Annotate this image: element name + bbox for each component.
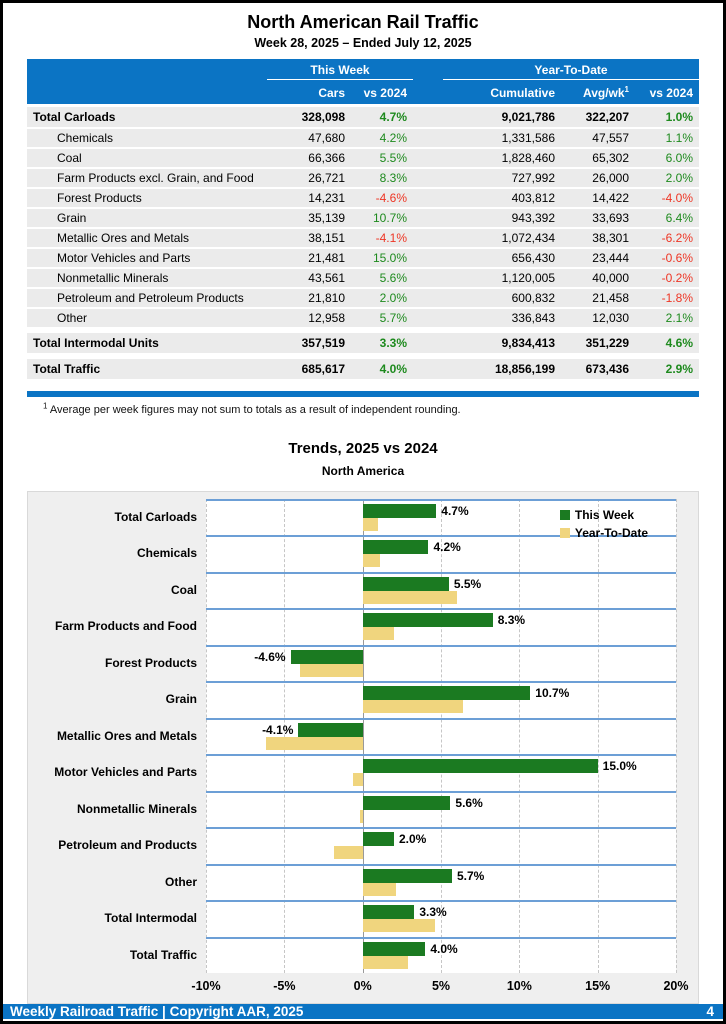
chart-bar-cell <box>206 791 676 828</box>
row-label: Nonmetallic Minerals <box>57 271 169 285</box>
cars-value: 38,151 <box>308 231 345 245</box>
group-header-year-to-date: Year-To-Date <box>443 63 699 82</box>
this-week-bar <box>363 796 451 810</box>
chart-category-row <box>28 864 676 901</box>
chart-category-row <box>28 754 676 791</box>
corner-cell <box>27 63 267 82</box>
avg-wk-value: 322,207 <box>585 110 629 124</box>
chart-bar-cell <box>206 681 676 718</box>
chart-category-label: Metallic Ores and Metals <box>56 728 197 743</box>
col-header-week-vs-2024: vs 2024 <box>363 86 407 100</box>
ytd-vs-2024-value: -6.2% <box>661 231 693 245</box>
avg-wk-value: 65,302 <box>592 151 629 165</box>
col-gap <box>413 84 443 101</box>
row-label: Metallic Ores and Metals <box>57 231 190 245</box>
ytd-vs-2024-value: -1.8% <box>661 291 693 305</box>
year-to-date-bar <box>360 810 363 823</box>
avg-wk-value: 21,458 <box>592 291 629 305</box>
x-axis-tick-label: -10% <box>191 979 221 993</box>
bar-value-label: 10.7% <box>535 686 570 700</box>
cumulative-value: 336,843 <box>511 311 555 325</box>
bar-value-label: 5.6% <box>455 795 483 810</box>
legend-item <box>560 506 648 524</box>
this-week-bar <box>363 905 415 919</box>
week-vs-2024-value: 10.7% <box>372 211 407 225</box>
row-label: Motor Vehicles and Parts <box>57 251 191 265</box>
chart-bar-cell <box>206 864 676 901</box>
bar-value-label: -4.6% <box>254 649 286 664</box>
row-label: Coal <box>57 151 82 165</box>
this-week-bar <box>363 942 426 956</box>
chart-legend <box>560 506 648 542</box>
bar-value-label: 3.3% <box>419 905 447 919</box>
row-label: Forest Products <box>57 191 142 205</box>
cars-value: 685,617 <box>301 362 345 376</box>
chart-subtitle: North America <box>321 463 405 478</box>
label-col-header <box>27 84 267 101</box>
avg-wk-value: 12,030 <box>592 311 629 325</box>
table-row <box>27 289 699 307</box>
col-gap <box>413 289 443 307</box>
page-subtitle: Week 28, 2025 – Ended July 12, 2025 <box>254 36 472 50</box>
traffic-table <box>27 59 699 381</box>
row-label: Total Carloads <box>33 110 116 124</box>
chart-panel <box>27 491 699 1005</box>
bar-value-label: -4.1% <box>262 722 294 737</box>
chart-category-row <box>28 645 676 682</box>
cars-value: 357,519 <box>301 336 345 350</box>
x-axis-tick-label: 15% <box>585 979 611 993</box>
col-header-cumulative: Cumulative <box>490 86 555 100</box>
week-vs-2024-value: 5.7% <box>379 311 407 325</box>
col-gap <box>413 129 443 147</box>
bar-value-label: 4.2% <box>433 540 461 554</box>
chart-bar-cell <box>206 900 676 937</box>
year-to-date-bar <box>363 956 408 969</box>
cumulative-value: 403,812 <box>511 191 555 205</box>
report-header <box>3 3 723 50</box>
chart-titles <box>3 440 723 478</box>
year-to-date-bar <box>300 664 363 677</box>
footnote: $^1$ Average per week figures may not sum to totals as a result of independent rounding. <box>43 400 461 416</box>
avg-wk-value: 14,422 <box>592 191 629 205</box>
ytd-vs-2024-value: 1.0% <box>665 110 693 124</box>
chart-category-label: Grain <box>165 692 197 707</box>
year-to-date-bar <box>363 883 396 896</box>
week-vs-2024-value: 5.5% <box>379 151 407 165</box>
legend-label: This Week <box>574 507 634 522</box>
cars-value: 66,366 <box>308 151 345 165</box>
page-number: 4 <box>706 1004 714 1019</box>
table-row <box>27 249 699 267</box>
chart-category-label: Coal <box>170 582 197 597</box>
chart-bar-cell <box>206 754 676 791</box>
chart-x-axis <box>191 974 689 999</box>
avg-wk-value: 47,557 <box>592 131 629 145</box>
legend-item <box>560 524 648 542</box>
year-to-date-bar <box>363 919 435 932</box>
chart-bar-cell <box>206 645 676 682</box>
chart-bar-cell <box>206 572 676 609</box>
chart-category-row <box>28 937 676 974</box>
cars-value: 43,561 <box>308 271 345 285</box>
avg-wk-value: 351,229 <box>585 336 629 350</box>
row-label: Grain <box>57 211 87 225</box>
week-vs-2024-value: 2.0% <box>379 291 407 305</box>
trends-chart-section <box>3 416 723 1005</box>
chart-category-label: Other <box>164 874 197 889</box>
col-gap <box>413 107 443 127</box>
x-axis-tick-label: -5% <box>273 979 296 993</box>
chart-category-label: Chemicals <box>136 546 197 561</box>
week-vs-2024-value: 3.3% <box>379 336 407 350</box>
chart-category-label: Forest Products <box>104 655 197 670</box>
table-row <box>27 209 699 227</box>
week-vs-2024-value: 15.0% <box>372 251 407 265</box>
legend-swatch-icon <box>560 528 570 538</box>
table-row <box>27 129 699 147</box>
row-label: Chemicals <box>57 131 114 145</box>
bar-value-label: 2.0% <box>399 832 427 846</box>
cumulative-value: 727,992 <box>511 171 555 185</box>
row-label: Petroleum and Petroleum Products <box>57 291 244 305</box>
col-gap <box>413 209 443 227</box>
cars-value: 21,481 <box>308 251 345 265</box>
chart-category-label: Motor Vehicles and Parts <box>54 765 197 780</box>
table-row <box>27 333 699 353</box>
cars-value: 12,958 <box>308 311 345 325</box>
cumulative-value: 1,072,434 <box>501 231 555 245</box>
year-to-date-bar <box>363 591 457 604</box>
bar-value-label: 8.3% <box>497 613 526 627</box>
bar-value-label: 4.0% <box>430 941 458 956</box>
table-group-header-row <box>27 63 699 82</box>
cars-value: 26,721 <box>308 171 345 185</box>
avg-wk-value: 38,301 <box>592 231 629 245</box>
chart-category-row <box>28 791 676 828</box>
year-to-date-bar <box>363 554 380 567</box>
x-axis-tick-label: 0% <box>353 979 372 993</box>
cumulative-value: 18,856,199 <box>494 362 555 376</box>
week-vs-2024-value: 4.0% <box>379 362 407 376</box>
table-header <box>27 59 699 104</box>
week-vs-2024-value: 5.6% <box>379 271 407 285</box>
row-label: Total Intermodal Units <box>33 336 159 350</box>
table-row <box>27 359 699 379</box>
table-column-header-row <box>27 84 699 101</box>
legend-swatch-icon <box>560 510 570 520</box>
cumulative-value: 1,331,586 <box>501 131 555 145</box>
col-gap <box>413 229 443 247</box>
this-week-bar <box>363 686 531 700</box>
cars-value: 35,139 <box>308 211 345 225</box>
this-week-bar <box>363 832 394 846</box>
ytd-vs-2024-value: 4.6% <box>665 336 693 350</box>
cars-value: 328,098 <box>301 110 345 124</box>
chart-category-row <box>28 718 676 755</box>
this-week-bar <box>363 869 452 883</box>
chart-category-row <box>28 608 676 645</box>
col-gap <box>413 149 443 167</box>
gridline <box>676 499 677 974</box>
row-label: Other <box>57 311 88 325</box>
year-to-date-bar <box>353 773 362 786</box>
bar-value-label: 5.5% <box>453 576 482 591</box>
avg-wk-value: 26,000 <box>592 171 629 185</box>
cumulative-value: 600,832 <box>511 291 555 305</box>
bar-value-label: 4.7% <box>441 503 469 518</box>
col-gap <box>413 309 443 327</box>
chart-bar-cell <box>206 937 676 974</box>
col-header-avg-wk: Avg/$wk^1$ <box>582 85 629 100</box>
table-row <box>27 107 699 127</box>
this-week-bar <box>363 540 429 554</box>
chart-category-label: Total Traffic <box>129 947 197 962</box>
ytd-vs-2024-value: 2.1% <box>665 311 693 325</box>
footer-text: Weekly Railroad Traffic | Copyright AAR, 2025 <box>10 1004 304 1019</box>
cumulative-value: 1,120,005 <box>501 271 555 285</box>
year-to-date-bar <box>363 518 379 531</box>
week-vs-2024-value: 4.2% <box>379 131 407 145</box>
ytd-vs-2024-value: 2.0% <box>665 171 693 185</box>
avg-wk-value: 673,436 <box>585 362 629 376</box>
avg-wk-value: 40,000 <box>592 271 629 285</box>
cars-value: 14,231 <box>308 191 345 205</box>
chart-category-row <box>28 572 676 609</box>
col-gap <box>413 189 443 207</box>
cumulative-value: 943,392 <box>511 211 555 225</box>
this-week-bar <box>291 650 363 664</box>
x-axis-tick-label: 10% <box>506 979 532 993</box>
ytd-vs-2024-value: 1.1% <box>665 131 693 145</box>
page-footer <box>3 1004 723 1019</box>
group-gap <box>413 63 443 82</box>
ytd-vs-2024-value: -0.6% <box>661 251 693 265</box>
x-axis-tick-label: 5% <box>431 979 451 993</box>
week-vs-2024-value: 8.3% <box>379 171 407 185</box>
avg-wk-value: 33,693 <box>592 211 629 225</box>
chart-plot-area <box>28 499 676 974</box>
col-header-cars: Cars <box>318 86 345 100</box>
ytd-vs-2024-value: 2.9% <box>665 362 693 376</box>
ytd-vs-2024-value: -0.2% <box>661 271 693 285</box>
cars-value: 21,810 <box>308 291 345 305</box>
table-row <box>27 269 699 287</box>
legend-label: Year-To-Date <box>574 525 648 540</box>
this-week-bar <box>363 759 598 773</box>
table-row <box>27 309 699 327</box>
chart-category-row <box>28 827 676 864</box>
col-gap <box>413 333 443 353</box>
cumulative-value: 9,021,786 <box>501 110 555 124</box>
ytd-vs-2024-value: 6.4% <box>665 211 693 225</box>
ytd-vs-2024-value: -4.0% <box>661 191 693 205</box>
table-bottom-rule <box>27 391 699 397</box>
table-body <box>27 107 699 379</box>
chart-category-label: Petroleum and Products <box>58 838 197 853</box>
this-week-bar <box>363 577 449 591</box>
col-gap <box>413 359 443 379</box>
year-to-date-bar <box>363 627 394 640</box>
col-gap <box>413 169 443 187</box>
this-week-bar <box>363 613 493 627</box>
this-week-bar <box>363 504 437 518</box>
year-to-date-bar <box>334 846 362 859</box>
year-to-date-bar <box>266 737 363 750</box>
table-row <box>27 149 699 167</box>
week-vs-2024-value: -4.1% <box>375 231 407 245</box>
week-vs-2024-value: 4.7% <box>379 110 407 124</box>
col-gap <box>413 249 443 267</box>
chart-title: Trends, 2025 vs 2024 <box>288 439 438 457</box>
avg-wk-value: 23,444 <box>592 251 629 265</box>
bar-value-label: 15.0% <box>602 759 637 773</box>
ytd-vs-2024-value: 6.0% <box>665 151 693 165</box>
chart-bar-cell <box>206 608 676 645</box>
chart-category-row <box>28 681 676 718</box>
this-week-bar <box>298 723 362 737</box>
cumulative-value: 1,828,460 <box>501 151 555 165</box>
bar-value-label: 5.7% <box>456 868 485 883</box>
page-title: North American Rail Traffic <box>247 12 479 32</box>
cars-value: 47,680 <box>308 131 345 145</box>
x-axis-tick-label: 20% <box>663 979 689 993</box>
row-label: Farm Products excl. Grain, and Food <box>57 171 254 185</box>
chart-category-label: Farm Products and Food <box>54 619 197 634</box>
chart-category-label: Nonmetallic Minerals <box>76 801 197 816</box>
cumulative-value: 656,430 <box>511 251 555 265</box>
group-header-this-week: This Week <box>267 63 413 82</box>
col-header-ytd-vs-2024: vs 2024 <box>649 86 693 100</box>
table-row <box>27 229 699 247</box>
row-label: Total Traffic <box>33 362 101 376</box>
year-to-date-bar <box>363 700 463 713</box>
chart-bar-cell <box>206 827 676 864</box>
chart-category-label: Total Carloads <box>114 509 197 524</box>
table-row <box>27 169 699 187</box>
chart-bar-cell <box>206 718 676 755</box>
cumulative-value: 9,834,413 <box>501 336 555 350</box>
col-gap <box>413 269 443 287</box>
chart-category-row <box>28 900 676 937</box>
table-row <box>27 189 699 207</box>
chart-category-label: Total Intermodal <box>104 911 197 926</box>
week-vs-2024-value: -4.6% <box>375 191 407 205</box>
